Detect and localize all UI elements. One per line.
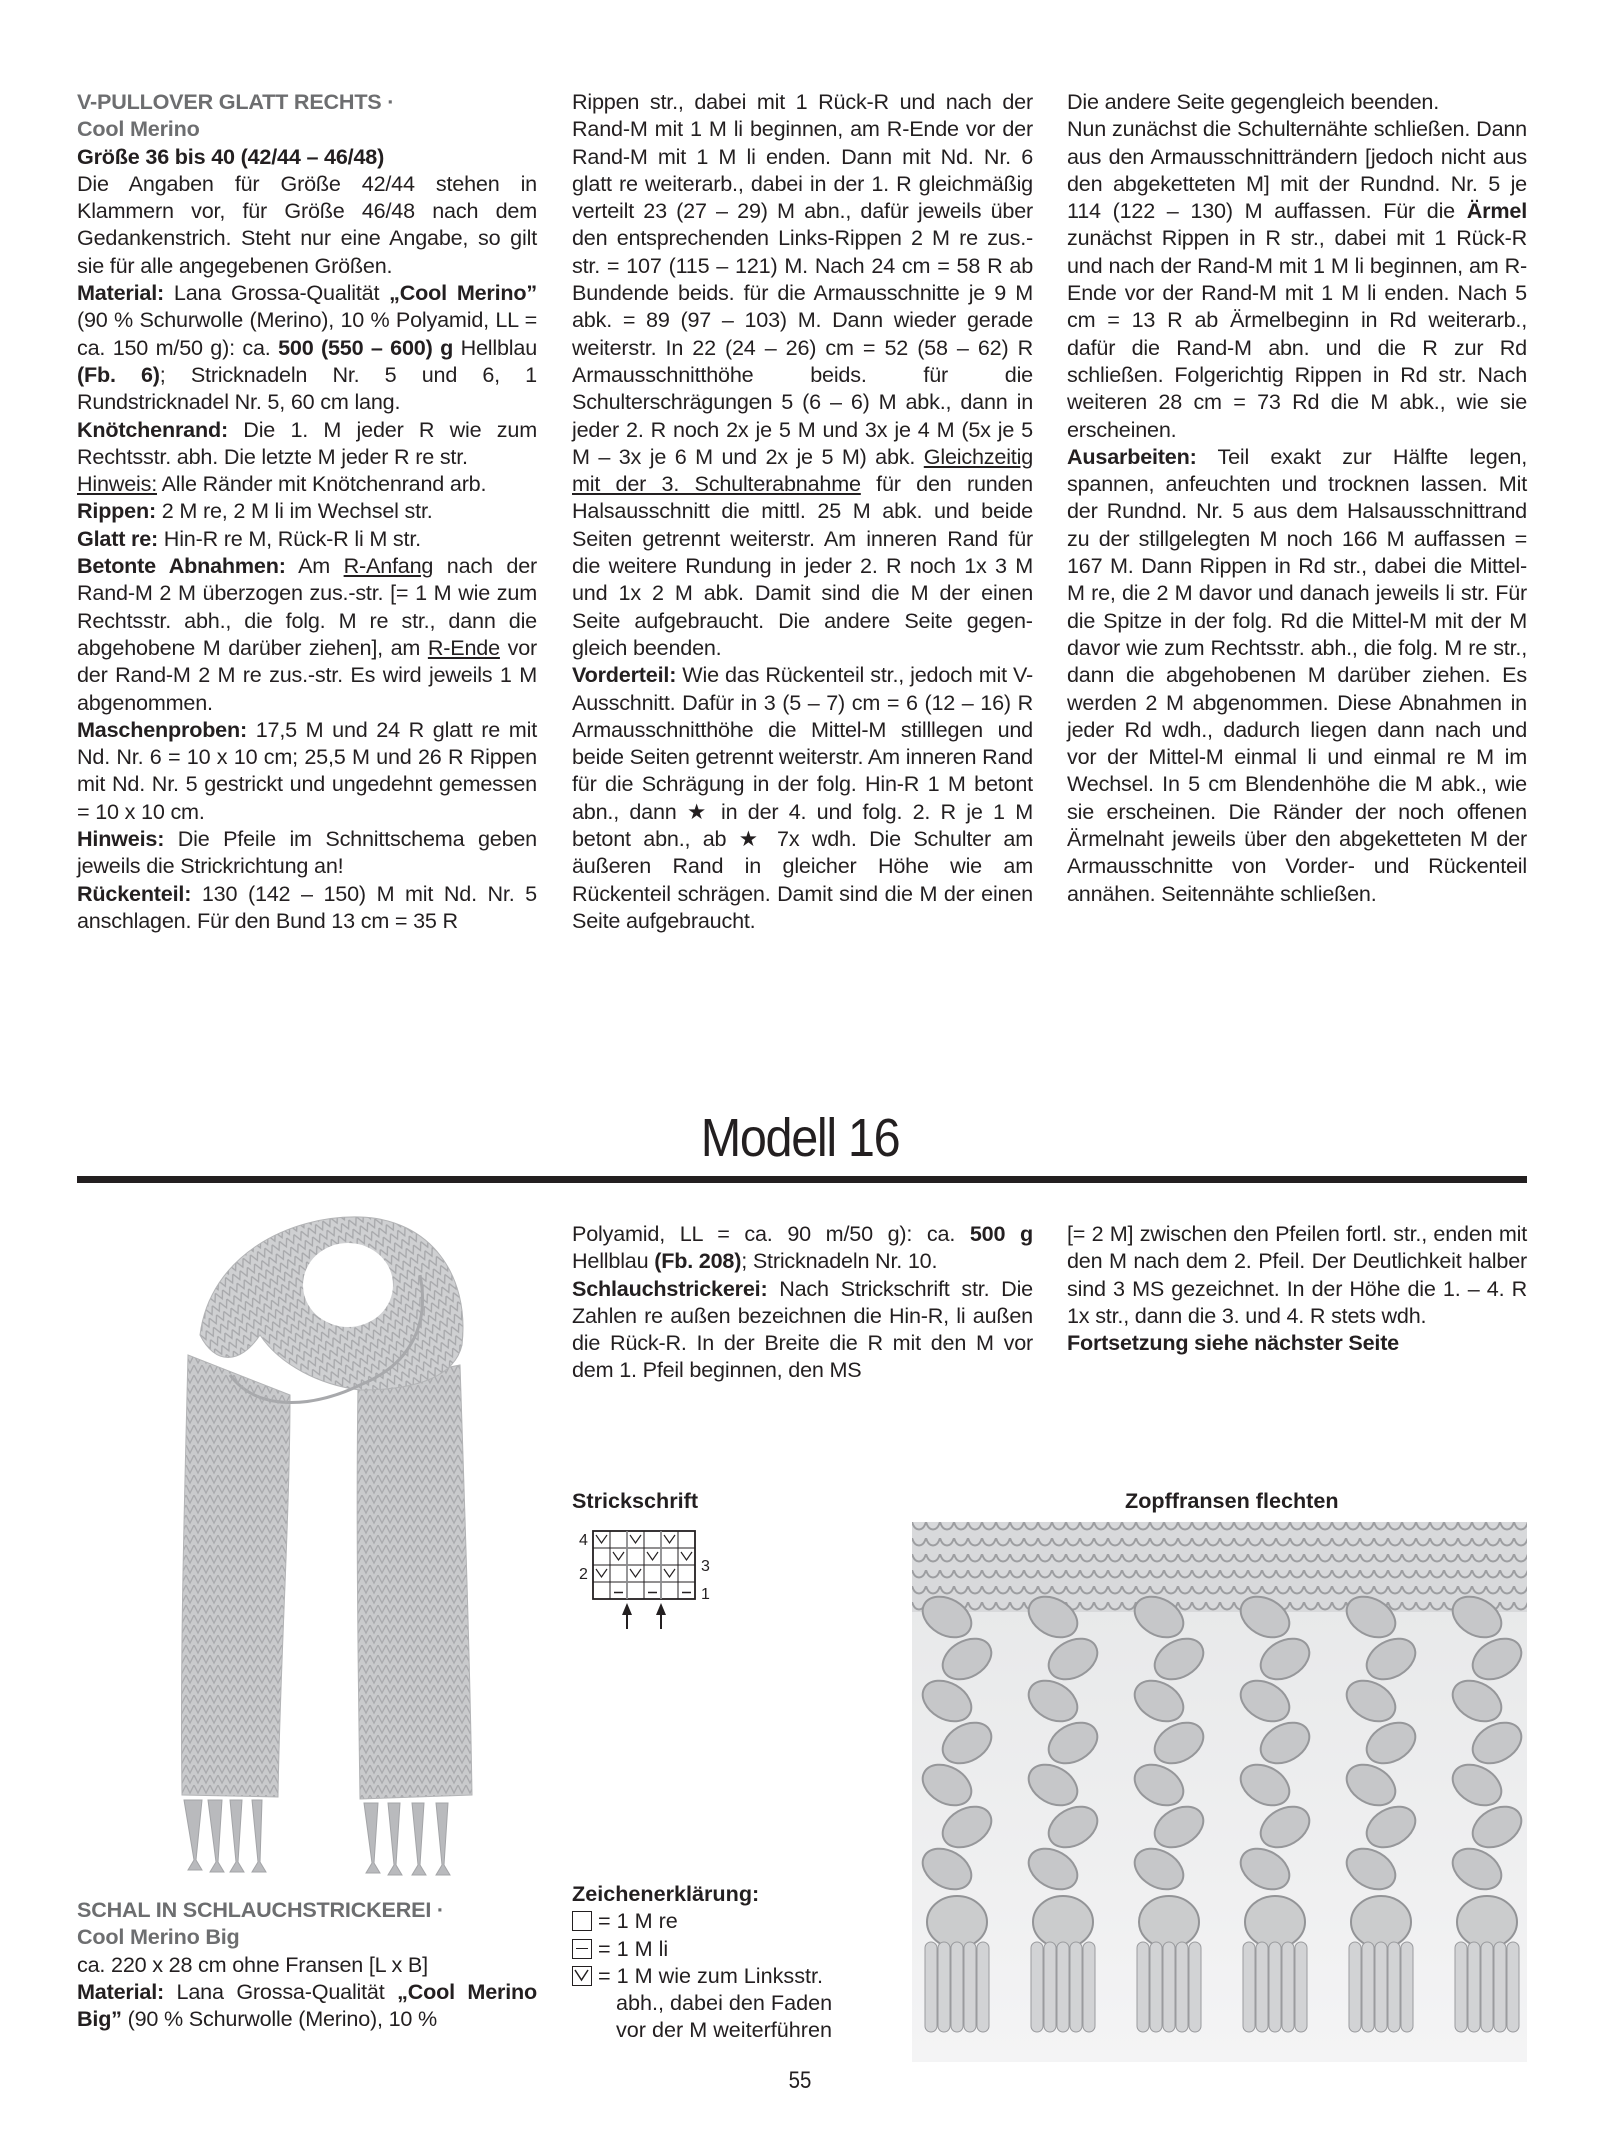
chart-cell xyxy=(627,1582,644,1599)
purl-symbol-icon xyxy=(572,1939,592,1959)
knitting-chart xyxy=(575,1527,725,1647)
back-paragraph-continued: Rippen str., dabei mit 1 Rück-R und nach der Rand-M mit 1 M li beginnen, am R-Ende vor der Rand-M mit 1 M li enden. Dann mit Nd. Nr. 6 glatt re weiterarb., dabei in der 1. R gleichmäßig verteilt 23 (27 – 29) M abn., dafür jeweils über den entsprechenden Links-Rippen 2 M re zus.-str. = 107 (115 – 121) M. Nach 24 cm = 58 R ab Bundende beids. für die Armausschnitte je 9 M abk. = 89 (97 – 103) M. Dann wieder gerade weiterstr. In 22 (24 – 26) cm = 52 (58 – 62) R Armausschnitthöhe beids. für die Schulterschrägungen 5 (6 – 6) M abk., dann in jeder 2. R noch 2x je 5 M und 3x je 4 M (5x je 5 M – 3x je 6 M und 2x je 5 M) abk. Gleichzeitig mit der 3. Schulterabnahme für den runden Halsausschnitt die mittl. 25 M abk. und beide Seiten getrennt weiterstr. Am inneren Rand für die weitere Rundung in jeder 2. R noch 1x 3 M und 1x 2 M abk. Damit sind die M der einen Seite aufgebraucht. Die andere Seite gegengleich beenden. xyxy=(572,89,1033,660)
decrease-paragraph: Betonte Abnahmen: Am R-Anfang nach der Rand-M 2 M überzogen zus.-str. [= 1 M wie zum Rechtsstr. abh., die folg. M re str., dann die abgehobene M darüber ziehen], am R-Ende vor der Rand-M 2 M re zus.-str. Es wird jeweils 1 M abgenommen. xyxy=(77,553,537,715)
fringe-tassel-strand xyxy=(1455,1942,1467,2032)
chart-cell xyxy=(610,1548,627,1565)
repeat-arrow-icon xyxy=(656,1603,666,1615)
fringe-knot xyxy=(1457,1896,1517,1948)
size-intro: Die Angaben für Größe 42/44 stehen in Klammern vor, für Größe 46/48 nach dem Gedankenstrich. Steht nur eine Angabe, so gilt sie für alle angegebenen Größen. xyxy=(77,170,537,278)
fringe-tassel-strand xyxy=(1189,1942,1201,2032)
section-divider xyxy=(77,1176,1527,1183)
fringe-knot xyxy=(927,1896,987,1948)
fringe-tassel-strand xyxy=(951,1942,963,2032)
tube-paragraph-continued: [= 2 M] zwischen den Pfeilen fortl. str., enden mit den M nach dem 2. Pfeil. Der Deutlichkeit halber sind 3 MS gezeichnet. In der Höhe die 1. – 4. R 1x str., dann die 3. und 4. R stets wdh. xyxy=(1067,1221,1527,1328)
fringe-tassel-strand xyxy=(1282,1942,1294,2032)
fringe-knot xyxy=(1351,1896,1411,1948)
legend-item-knit: = 1 M re xyxy=(572,1907,902,1934)
chart-cell xyxy=(678,1548,695,1565)
scarf-column-3 xyxy=(1067,1220,1527,1356)
row-label-1: 1 xyxy=(701,1586,710,1603)
fringe-tassel-strand xyxy=(1481,1942,1493,2032)
model-title: Modell 16 xyxy=(700,1108,900,1168)
fringe-knot xyxy=(1033,1896,1093,1948)
scarf-material-paragraph: Material: Lana Grossa-Qualität „Cool Merino Big” (90 % Schurwolle (Merino), 10 % xyxy=(77,1978,537,2032)
fringe-knot xyxy=(1139,1896,1199,1948)
edge-paragraph: Knötchenrand: Die 1. M jeder R wie zum Rechtsstr. abh. Die letzte M jeder R re str. xyxy=(77,416,537,469)
pullover-column-3 xyxy=(1067,88,1527,907)
knitted-scarf-photo xyxy=(170,1215,570,1905)
chart-cell xyxy=(661,1531,678,1548)
fringe-tassel-strand xyxy=(1269,1942,1281,2032)
legend-continuation-1: abh., dabei den Faden xyxy=(616,1990,833,2016)
chart-cell xyxy=(661,1548,678,1565)
fringe-tassel-strand xyxy=(1083,1942,1095,2032)
scarf-dimensions: ca. 220 x 28 cm ohne Fransen [L x B] xyxy=(77,1951,428,1977)
fringe-tassel-strand xyxy=(1507,1942,1519,2032)
fringe-tassel-strand xyxy=(1243,1942,1255,2032)
size-heading: Größe 36 bis 40 (42/44 – 46/48) xyxy=(77,143,385,169)
chart-cell xyxy=(610,1582,627,1599)
chart-cell xyxy=(644,1565,661,1582)
fringe-tassel-strand xyxy=(964,1942,976,2032)
fringe-tassel-strand xyxy=(1137,1942,1149,2032)
fringe-tassel-strand xyxy=(1057,1942,1069,2032)
fringe-tassel-strand xyxy=(1070,1942,1082,2032)
chart-cell xyxy=(644,1582,661,1599)
fringe-knot xyxy=(1245,1896,1305,1948)
fringe-tassel-strand xyxy=(1295,1942,1307,2032)
fringe-tassel-strand xyxy=(1044,1942,1056,2032)
front-paragraph: Vorderteil: Wie das Rückenteil str., jedoch mit V-Ausschnitt. Dafür in 3 (5 – 7) cm = 6 (12 – 16) R Armausschnitthöhe die Mittel-M stilllegen und beide Seiten getrennt weiterstr. Am inneren Rand für die Schrägung in der folg. Hin-R 1 M betont abn., dann ★ in der 4. und folg. 2. R je 1 M betont abn., ab ★ 7x wdh. Die Schulter am äußeren Rand in gleicher Höhe wie am Rückenteil schrägen. Damit sind die M der einen Seite aufgebraucht. xyxy=(572,662,1033,933)
finish-paragraph: Ausarbeiten: Teil exakt zur Hälfte legen, spannen, anfeuchten und trocknen lassen. Mit der Rundnd. Nr. 5 aus dem Halsausschnittrand zu der stillgelegten M noch 166 M auffassen = 167 M. Dann Rippen in Rd str., dabei die Mittel-M re, die 2 M davor und danach jeweils li str. Für die Spitze in der folg. Rd die Mittel-M mit der M davor wie zum Rechtsstr. abh., die folg. M re str., dann die abgehobenen M darüber ziehen. Es werden 2 M abgenommen. Diese Abnahmen in jeder Rd wdh., dadurch liegen dann nach und vor der Mittel-M einmal li und einmal re M im Wechsel. In 5 cm Blendenhöhe die M abk., wie sie erscheinen. Die Ränder der noch offenen Ärmelnaht jeweils über den abgeketteten M der Armausschnitte von Vorder- und Rückenteil annähen. Seitennähte schließen. xyxy=(1067,443,1527,906)
braided-fringe-photo xyxy=(912,1522,1527,2062)
chart-cell xyxy=(678,1582,695,1599)
chart-cell xyxy=(627,1565,644,1582)
fringe-tassel-strand xyxy=(1163,1942,1175,2032)
legend-item-slip: = 1 M wie zum Linksstr. xyxy=(572,1962,902,1989)
scarf-column-1 xyxy=(77,1896,537,2032)
chart-cell xyxy=(627,1548,644,1565)
other-side-line: Die andere Seite gegengleich beenden. xyxy=(1067,89,1439,114)
chart-cell xyxy=(593,1531,610,1548)
chart-cell xyxy=(627,1531,644,1548)
repeat-arrow-icon xyxy=(622,1603,632,1615)
scarf-title: SCHAL IN SCHLAUCHSTRICKEREI · Cool Merino Big xyxy=(77,1897,444,1950)
chart-cell xyxy=(678,1565,695,1582)
fringe-tassel-strand xyxy=(1256,1942,1268,2032)
rib-paragraph: Rippen: 2 M re, 2 M li im Wechsel str. xyxy=(77,498,433,524)
fringe-tassel-strand xyxy=(977,1942,989,2032)
fringe-tassel-strand xyxy=(1176,1942,1188,2032)
material-paragraph: Material: Lana Grossa-Qualität „Cool Merino” (90 % Schurwolle (Merino), 10 % Polyamid, LL = ca. 150 m/50 g): ca. 500 (550 – 600) g Hellblau (Fb. 6); Stricknadeln Nr. 5 und 6, 1 Rundstricknadel Nr. 5, 60 cm lang. xyxy=(77,280,538,415)
chart-cell xyxy=(644,1531,661,1548)
chart-cell xyxy=(661,1582,678,1599)
chart-cell xyxy=(678,1531,695,1548)
chart-cell xyxy=(610,1531,627,1548)
note-paragraph: Hinweis: Alle Ränder mit Knötchenrand arb. xyxy=(77,471,487,497)
chart-label: Strickschrift xyxy=(572,1488,699,1513)
fringe-tassel-strand xyxy=(1401,1942,1413,2032)
hint-paragraph: Hinweis: Die Pfeile im Schnittschema geben jeweils die Strickrichtung an! xyxy=(77,826,537,879)
legend-item-purl: = 1 M li xyxy=(572,1935,902,1962)
chart-cell xyxy=(610,1565,627,1582)
fringe-tassel-strand xyxy=(1388,1942,1400,2032)
fringe-tassel-strand xyxy=(1494,1942,1506,2032)
pullover-column-1 xyxy=(77,88,537,934)
pullover-column-2 xyxy=(572,88,1033,934)
sleeve-paragraph: Nun zunächst die Schulternähte schließen. Dann aus den Armausschnitträndern [jedoch nicht aus den abgeketteten M] mit der Rundnd. Nr. 5 je 114 (122 – 130) M auffassen. Für die Ärmel zunächst Rippen in R str., dabei mit 1 Rück-R und nach der Rand-M mit 1 M li beginnen, am R-Ende vor der Rand-M mit 1 M li enden. Nach 5 cm = 13 R ab Ärmelbeginn in Rd weiterarb., dafür die Rand-M abn. und die R zur Rd schließen. Folgerichtig Rippen in Rd str. Nach weiteren 28 cm = 73 Rd die M abk., wie sie erscheinen. xyxy=(1067,116,1527,442)
fringe-tassel-strand xyxy=(1150,1942,1162,2032)
back-paragraph: Rückenteil: 130 (142 – 150) M mit Nd. Nr. 5 anschlagen. Für den Bund 13 cm = 35 R xyxy=(77,880,537,933)
scarf-material-continued: Polyamid, LL = ca. 90 m/50 g): ca. 500 g Hellblau (Fb. 208); Stricknadeln Nr. 10. Schlauchstrickerei: Nach Strickschrift str. Die Zahlen re außen bezeichnen die Hin-R, li außen die Rück-R. In der Breite die R mit den M vor dem 1. Pfeil beginnen, den MS xyxy=(572,1221,1033,1383)
chart-cell xyxy=(593,1548,610,1565)
slip-stitch-symbol-icon xyxy=(572,1966,592,1986)
chart-cell xyxy=(593,1565,610,1582)
fringe-tassel-strand xyxy=(1468,1942,1480,2032)
chart-cell xyxy=(661,1565,678,1582)
fringe-tassel-strand xyxy=(938,1942,950,2032)
fringe-tassel-strand xyxy=(1362,1942,1374,2032)
symbol-legend xyxy=(572,1880,902,2044)
chart-cell xyxy=(593,1582,610,1599)
legend-continuation-2: vor der M weiterführen xyxy=(616,2017,833,2043)
row-label-2: 2 xyxy=(579,1566,588,1583)
legend-title: Zeichenerklärung: xyxy=(572,1881,760,1906)
chart-cell xyxy=(644,1548,661,1565)
fringe-label: Zopffransen flechten xyxy=(1125,1488,1339,1513)
stockinette-paragraph: Glatt re: Hin-R re M, Rück-R li M str. xyxy=(77,525,421,551)
row-label-3: 3 xyxy=(701,1558,710,1575)
fringe-tassel-strand xyxy=(1031,1942,1043,2032)
continued-note: Fortsetzung siehe nächster Seite xyxy=(1067,1330,1399,1356)
pullover-title: V-PULLOVER GLATT RECHTS · Cool Merino xyxy=(77,89,395,142)
fringe-tassel-strand xyxy=(1375,1942,1387,2032)
fringe-tassel-strand xyxy=(1349,1942,1361,2032)
row-label-4: 4 xyxy=(579,1532,588,1549)
gauge-paragraph: Maschenproben: 17,5 M und 24 R glatt re mit Nd. Nr. 6 = 10 x 10 cm; 25,5 M und 26 R Rippen mit Nd. Nr. 5 gestrickt und ungedehnt gemessen = 10 x 10 cm. xyxy=(77,716,537,824)
page-number: 55 xyxy=(788,2067,812,2094)
fringe-tassel-strand xyxy=(925,1942,937,2032)
knit-symbol-icon xyxy=(572,1911,592,1931)
scarf-column-2 xyxy=(572,1220,1033,1384)
